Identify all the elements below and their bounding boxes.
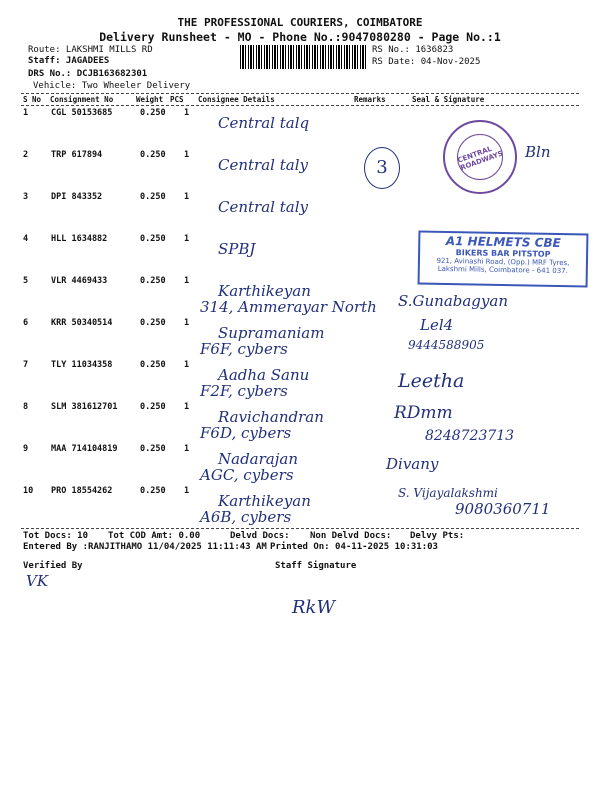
rs-no: RS No.: 1636823 — [372, 45, 454, 55]
row-sno: 6 — [23, 318, 29, 328]
row-weight: 0.250 — [140, 318, 166, 328]
route: Route: LAKSHMI MILLS RD — [28, 45, 153, 55]
row-consignee-name: Central taly — [218, 198, 308, 216]
col-pcs: PCS — [170, 95, 184, 104]
header-rule-bottom — [21, 105, 579, 106]
vehicle: Vehicle: Two Wheeler Delivery — [33, 81, 191, 91]
company-title: THE PROFESSIONAL COURIERS, COIMBATORE — [177, 16, 423, 29]
row-consignee-address: A6B, cybers — [200, 508, 292, 526]
row-pcs: 1 — [184, 234, 190, 244]
row-pcs: 1 — [184, 486, 190, 496]
central-roadways-stamp: CENTRAL ROADWAYS — [443, 120, 517, 194]
row-sno: 10 — [23, 486, 34, 496]
row-consignment-no: TRP 617894 — [51, 150, 103, 160]
row-sno: 9 — [23, 444, 29, 454]
row-pcs: 1 — [184, 318, 190, 328]
row-consignee-name: Central talq — [218, 114, 310, 132]
verified-signature: VK — [26, 572, 49, 590]
row-weight: 0.250 — [140, 276, 166, 286]
row-weight: 0.250 — [140, 486, 166, 496]
row-pcs: 1 — [184, 402, 190, 412]
signature-row9: Divany — [386, 455, 439, 473]
row-sno: 2 — [23, 150, 29, 160]
phone-row6: 9444588905 — [408, 338, 485, 352]
phone-row10: 9080360711 — [455, 500, 551, 518]
row-weight: 0.250 — [140, 360, 166, 370]
row-sno: 1 — [23, 108, 29, 118]
row-consignment-no: VLR 4469433 — [51, 276, 108, 286]
row-weight: 0.250 — [140, 192, 166, 202]
row-consignment-no: MAA 714104819 — [51, 444, 118, 454]
row-consignee-address: F2F, cybers — [200, 382, 288, 400]
col-remarks: Remarks — [354, 95, 386, 104]
row-consignment-no: HLL 1634882 — [51, 234, 108, 244]
signature-row6: Lel4 — [420, 316, 454, 334]
row-consignee-name: Aadha Sanu — [218, 366, 310, 384]
row-sno: 7 — [23, 360, 29, 370]
runsheet-subtitle: Delivery Runsheet - MO - Phone No.:9047080280 - Page No.:1 — [99, 30, 501, 44]
tot-docs: Tot Docs: 10 — [23, 531, 89, 541]
footer-rule — [21, 528, 579, 529]
col-consignment: Consignment No — [50, 95, 114, 104]
row-consignee-name: Central taly — [218, 156, 308, 174]
row-sno: 8 — [23, 402, 29, 412]
signature-row2: Bln — [525, 143, 551, 161]
signature-row5: S.Gunabagyan — [398, 292, 508, 310]
row-sno: 3 — [23, 192, 29, 202]
staff-signature: RkW — [292, 597, 335, 618]
drs-no: DRS No.: DCJB163682301 — [28, 69, 148, 79]
row-consignee-address: F6F, cybers — [200, 340, 288, 358]
non-delvd-docs: Non Delvd Docs: — [310, 531, 392, 541]
signature-row10: S. Vijayalakshmi — [398, 486, 498, 500]
a1-helmets-stamp: A1 HELMETS CBE BIKERS BAR PITSTOP 921, Avinashi Road, (Opp.) MRF Tyres, Lakshmi Mills, Coimbatore - 641 037. — [418, 231, 589, 288]
row-consignee-name: Karthikeyan — [218, 492, 311, 510]
row-pcs: 1 — [184, 192, 190, 202]
delvd-docs: Delvd Docs: — [230, 531, 290, 541]
row-sno: 4 — [23, 234, 29, 244]
remark-circle-3: 3 — [364, 147, 400, 189]
col-sno: S No — [23, 95, 42, 104]
row-consignee-name: Karthikeyan — [218, 282, 311, 300]
row-pcs: 1 — [184, 276, 190, 286]
row-pcs: 1 — [184, 360, 190, 370]
row-weight: 0.250 — [140, 402, 166, 412]
tot-cod: Tot COD Amt: 0.00 — [108, 531, 201, 541]
row-consignment-no: DPI 843352 — [51, 192, 103, 202]
staff-signature-label: Staff Signature — [275, 561, 357, 571]
row-pcs: 1 — [184, 444, 190, 454]
col-consignee: Consignee Details — [198, 95, 275, 104]
row-consignee-address: AGC, cybers — [200, 466, 294, 484]
row-consignment-no: CGL 50153685 — [51, 108, 113, 118]
row-consignee-name: Ravichandran — [218, 408, 324, 426]
signature-row8: RDmm — [394, 403, 453, 423]
col-weight: Weight — [136, 95, 164, 104]
col-seal: Seal & Signature — [412, 95, 485, 104]
row-weight: 0.250 — [140, 234, 166, 244]
row-weight: 0.250 — [140, 150, 166, 160]
row-consignment-no: PRO 18554262 — [51, 486, 113, 496]
barcode — [240, 45, 368, 69]
printed-on: Printed On: 04-11-2025 10:31:03 — [270, 542, 438, 552]
row-pcs: 1 — [184, 150, 190, 160]
delvy-pts: Delvy Pts: — [410, 531, 465, 541]
row-pcs: 1 — [184, 108, 190, 118]
row-consignee-name: Supramaniam — [218, 324, 325, 342]
rs-date: RS Date: 04-Nov-2025 — [372, 57, 481, 67]
row-consignee-address: F6D, cybers — [200, 424, 292, 442]
signature-row7: Leetha — [398, 370, 465, 392]
row-consignee-address: 314, Ammerayar North — [200, 298, 377, 316]
row-consignee-name: SPBJ — [218, 240, 256, 258]
row-sno: 5 — [23, 276, 29, 286]
header-rule-top — [21, 93, 579, 94]
row-weight: 0.250 — [140, 108, 166, 118]
entered-by: Entered By :RANJITHAMO 11/04/2025 11:11:43 AM — [23, 542, 267, 552]
row-consignee-name: Nadarajan — [218, 450, 298, 468]
staff: Staff: JAGADEES — [28, 56, 110, 66]
row-consignment-no: SLM 381612701 — [51, 402, 118, 412]
verified-by-label: Verified By — [23, 561, 83, 571]
phone-row8: 8248723713 — [425, 428, 515, 444]
row-weight: 0.250 — [140, 444, 166, 454]
row-consignment-no: KRR 50340514 — [51, 318, 113, 328]
row-consignment-no: TLY 11034358 — [51, 360, 113, 370]
